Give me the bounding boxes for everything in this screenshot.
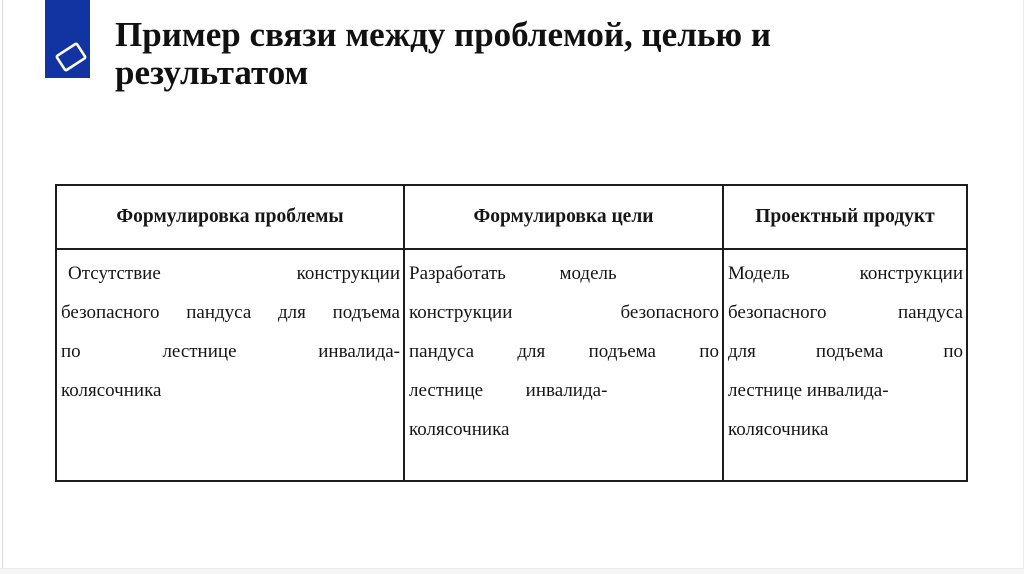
slide-bottom-edge [0,568,1024,574]
header-goal-formulation: Формулировка цели [404,185,723,249]
problem-goal-product-table [55,184,968,482]
accent-block [45,0,90,78]
table-header-row [56,185,967,249]
header-problem-formulation: Формулировка проблемы [56,185,404,249]
cell-project-product: Модель конструкции безопасного пандуса для подъема по лестнице инвалида- колясочника [723,249,967,481]
slide-left-edge [2,0,3,574]
slide-title [115,16,835,92]
slide-title-line-1: Пример связи между проблемой, целью и [115,15,772,54]
header-project-product: Проектный продукт [723,185,967,249]
cell-problem-formulation: Отсутствие конструкции безопасного пандуса для подъема по лестнице инвалида- колясочника [56,249,404,481]
tilted-rectangle-logo-icon [45,0,90,78]
cell-goal-formulation: Разработать модель конструкции безопасного пандуса для подъема по лестнице инвалида- колясочника [404,249,723,481]
table-body-row [56,249,967,481]
slide-title-line-2: результатом [115,53,309,92]
